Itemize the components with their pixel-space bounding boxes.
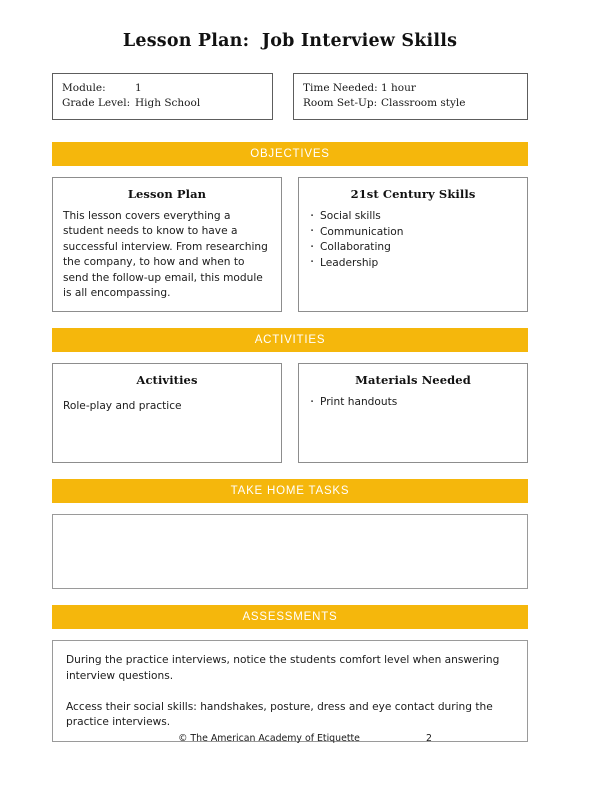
module-label: Module: (62, 82, 106, 94)
activities-panel (52, 363, 282, 463)
meta-row (52, 73, 528, 120)
page-title: Lesson Plan: Job Interview Skills (122, 31, 458, 51)
materials-panel-title: Materials Needed (355, 373, 471, 388)
list-item: · Collaborating (309, 240, 517, 256)
room-setup-row (303, 96, 518, 111)
lesson-plan-description: This lesson covers everything a student needs to know to have a successful interview. From researching the company, to how and when to send the follow-up email, this module is all encompassing. (63, 210, 268, 300)
time-needed-label: Time Needed: (303, 82, 378, 94)
grade-level-row (62, 96, 263, 111)
lesson-plan-panel-title: Lesson Plan (127, 187, 207, 201)
section-banner-take-home-tasks: TAKE HOME TASKS (52, 479, 528, 503)
materials-panel (298, 363, 528, 463)
section-banner-activities: ACTIVITIES (52, 328, 528, 352)
assessments-box (52, 640, 528, 742)
list-item: · Print handouts (309, 395, 517, 411)
page-footer (0, 733, 610, 744)
time-needed-row (303, 81, 518, 96)
objectives-panels (52, 177, 528, 312)
activities-panels (52, 363, 528, 463)
page-content (52, 0, 528, 742)
activities-item: Role-play and practice (63, 400, 182, 413)
grade-level-label: Grade Level: (62, 97, 131, 109)
footer-page-number: 2 (425, 733, 432, 744)
section-banner-assessments: ASSESSMENTS (52, 605, 528, 629)
list-item: · Social skills (309, 209, 517, 225)
footer-copyright: © The American Academy of Etiquette (178, 733, 360, 744)
module-row (62, 81, 263, 96)
century-skills-panel (298, 177, 528, 312)
lesson-plan-panel (52, 177, 282, 312)
list-item: · Communication (309, 225, 517, 241)
assessment-paragraph: During the practice interviews, notice the students comfort level when answering interview questions. (66, 654, 500, 683)
take-home-tasks-box[interactable] (52, 514, 528, 589)
module-info-box (52, 73, 273, 120)
time-needed-value: 1 hour (381, 82, 416, 94)
materials-list (309, 395, 517, 411)
section-banner-objectives: OBJECTIVES (52, 142, 528, 166)
grade-level-value: High School (135, 97, 201, 109)
room-setup-label: Room Set-Up: (303, 97, 378, 109)
activities-panel-title: Activities (136, 373, 198, 388)
room-setup-value: Classroom style (381, 97, 466, 109)
century-skills-panel-title: 21st Century Skills (350, 187, 476, 201)
list-item: · Leadership (309, 256, 517, 272)
session-info-box (293, 73, 528, 120)
assessment-paragraph: Access their social skills: handshakes, posture, dress and eye contact during the practice interviews. (66, 700, 493, 729)
century-skills-list (309, 209, 517, 271)
module-value: 1 (135, 82, 142, 94)
